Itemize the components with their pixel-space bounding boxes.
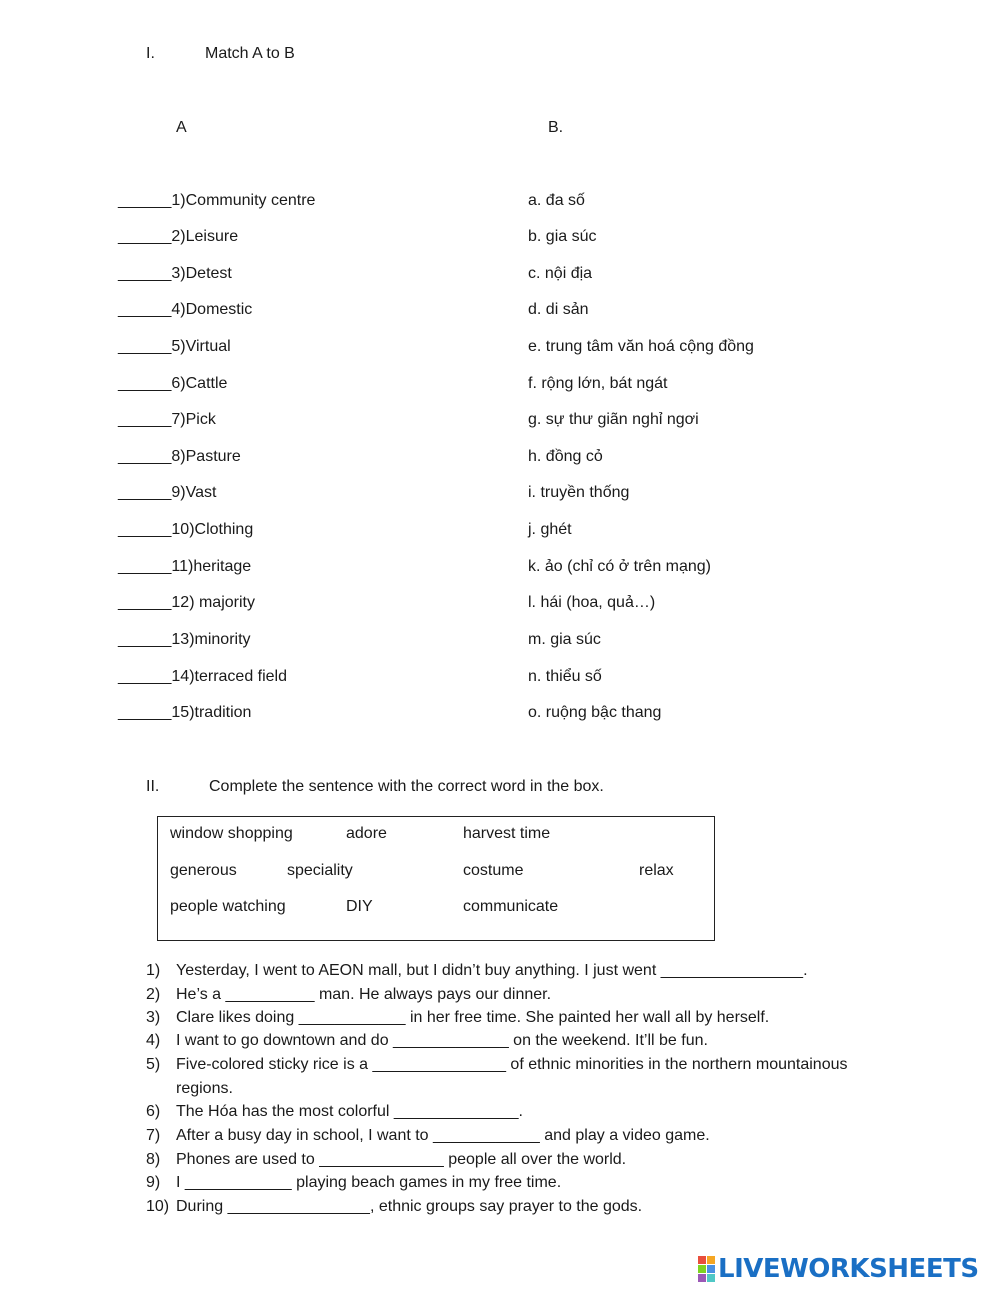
definition-item: h. đồng cỏ (528, 448, 603, 465)
match-item[interactable]: ______7)Pick (118, 411, 216, 428)
logo-block (698, 1265, 706, 1273)
definition-item: b. gia súc (528, 228, 597, 245)
match-item[interactable]: ______2)Leisure (118, 228, 239, 245)
definition-item: e. trung tâm văn hoá cộng đồng (528, 338, 754, 355)
logo-block (707, 1274, 715, 1282)
logo-blocks-icon (698, 1256, 715, 1282)
match-item[interactable]: ______14)terraced field (118, 668, 288, 685)
word-option: costume (463, 862, 524, 879)
section-2-title: Complete the sentence with the correct word in the box. (209, 778, 604, 795)
question-number: 1) (146, 962, 161, 979)
logo-block (707, 1265, 715, 1273)
question-number: 4) (146, 1032, 161, 1049)
question-item[interactable] (146, 1032, 708, 1050)
definition-item: a. đa số (528, 192, 585, 209)
question-number: 6) (146, 1103, 161, 1120)
question-text: He’s a __________ man. He always pays our dinner. (176, 986, 552, 1003)
question-number: 7) (146, 1127, 161, 1144)
logo-block (707, 1256, 715, 1264)
word-option: communicate (463, 898, 559, 915)
match-item[interactable]: ______9)Vast (118, 484, 217, 501)
question-number: 5) (146, 1056, 161, 1073)
definition-item: m. gia súc (528, 631, 601, 648)
section-1-number: I. (146, 45, 155, 62)
word-option: harvest time (463, 825, 551, 842)
question-text: I ____________ playing beach games in my free time. (176, 1174, 562, 1191)
column-b-heading: B. (548, 119, 564, 136)
match-item[interactable]: ______11)heritage (118, 558, 252, 575)
question-text: After a busy day in school, I want to ____________ and play a video game. (176, 1127, 710, 1144)
question-item[interactable] (146, 962, 808, 980)
match-item[interactable]: ______8)Pasture (118, 448, 241, 465)
question-text: regions. (176, 1080, 233, 1097)
definition-item: j. ghét (528, 521, 572, 538)
word-option: generous (170, 862, 237, 879)
question-text: The Hóa has the most colorful ______________. (176, 1103, 523, 1120)
question-text: Five-colored sticky rice is a _______________ of ethnic minorities in the northern mountainous (176, 1056, 848, 1073)
question-text: Clare likes doing ____________ in her free time. She painted her wall all by herself. (176, 1009, 770, 1026)
definition-item: c. nội địa (528, 265, 593, 282)
logo-block (698, 1274, 706, 1282)
question-number: 2) (146, 986, 161, 1003)
definition-item: i. truyền thống (528, 484, 630, 501)
question-number: 3) (146, 1009, 161, 1026)
definition-item: d. di sản (528, 301, 589, 318)
question-item[interactable] (146, 1127, 710, 1145)
question-number: 8) (146, 1151, 161, 1168)
question-text: Yesterday, I went to AEON mall, but I didn’t buy anything. I just went ________________. (176, 962, 808, 979)
match-item[interactable]: ______12) majority (118, 594, 255, 611)
question-text: I want to go downtown and do _____________ on the weekend. It’ll be fun. (176, 1032, 708, 1049)
column-a-heading: A (176, 119, 187, 136)
question-item[interactable] (146, 1151, 627, 1169)
match-item[interactable]: ______5)Virtual (118, 338, 231, 355)
question-text: Phones are used to ______________ people all over the world. (176, 1151, 627, 1168)
definition-item: k. ảo (chỉ có ở trên mạng) (528, 558, 712, 575)
word-option: relax (639, 862, 674, 879)
liveworksheets-logo[interactable] (698, 1254, 979, 1284)
word-option: speciality (287, 862, 353, 879)
match-item[interactable]: ______4)Domestic (118, 301, 253, 318)
question-number: 10) (146, 1198, 170, 1215)
word-box (157, 816, 715, 941)
word-option: DIY (346, 898, 373, 915)
word-option: adore (346, 825, 387, 842)
match-item[interactable]: ______3)Detest (118, 265, 232, 282)
question-item[interactable] (146, 1198, 643, 1216)
question-item[interactable] (146, 1174, 562, 1192)
definition-item: f. rộng lớn, bát ngát (528, 375, 668, 392)
match-item[interactable]: ______13)minority (118, 631, 251, 648)
section-1-title: Match A to B (205, 45, 295, 62)
question-item[interactable] (146, 1009, 770, 1027)
logo-text: LIVEWORKSHEETS (718, 1254, 979, 1284)
question-item[interactable] (146, 1103, 523, 1121)
question-item[interactable] (146, 1056, 848, 1074)
definition-item: l. hái (hoa, quả…) (528, 594, 656, 611)
match-item[interactable]: ______1)Community centre (118, 192, 316, 209)
word-option: window shopping (170, 825, 293, 842)
logo-block (698, 1256, 706, 1264)
match-item[interactable]: ______6)Cattle (118, 375, 228, 392)
section-2-number: II. (146, 778, 160, 795)
question-item[interactable] (146, 986, 552, 1004)
match-item[interactable]: ______10)Clothing (118, 521, 254, 538)
definition-item: n. thiểu số (528, 668, 602, 685)
question-number: 9) (146, 1174, 161, 1191)
question-text: During ________________, ethnic groups say prayer to the gods. (176, 1198, 643, 1215)
definition-item: o. ruộng bậc thang (528, 704, 662, 721)
question-continuation (146, 1080, 233, 1098)
match-item[interactable]: ______15)tradition (118, 704, 252, 721)
definition-item: g. sự thư giãn nghỉ ngơi (528, 411, 699, 428)
word-option: people watching (170, 898, 286, 915)
